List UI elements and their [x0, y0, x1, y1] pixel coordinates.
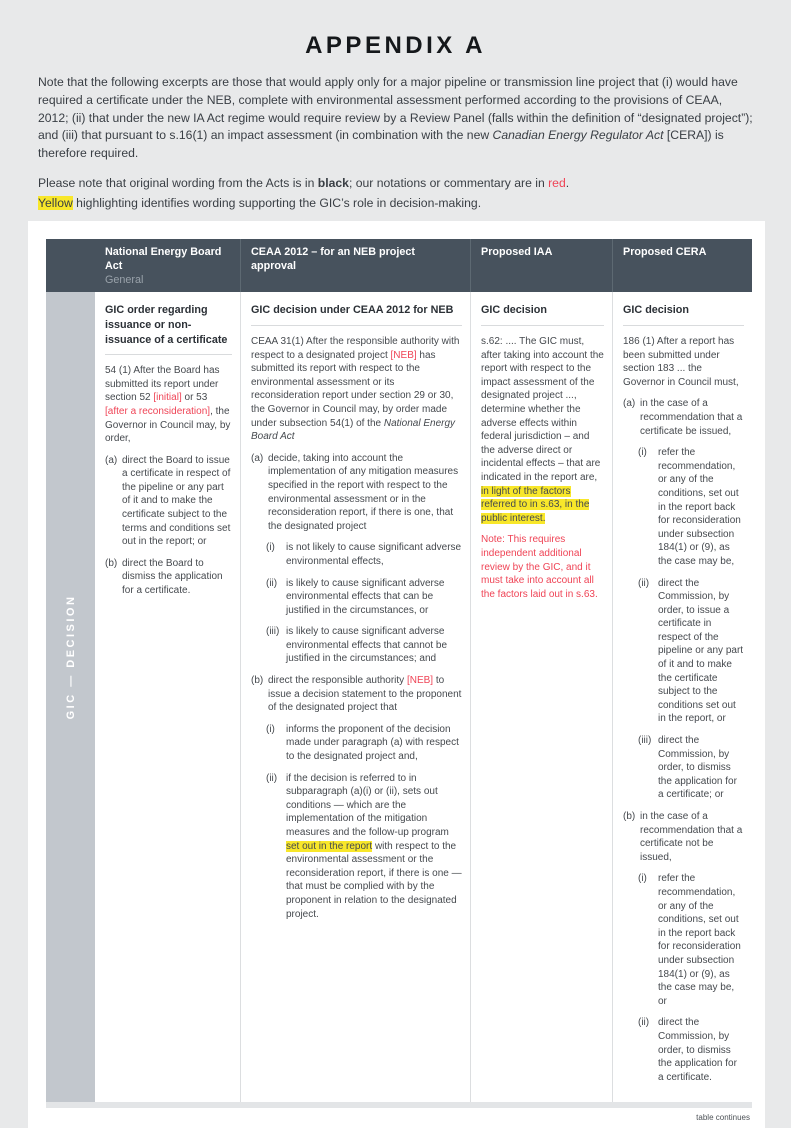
heading-rule — [105, 354, 232, 355]
list-item-label: (b) — [251, 675, 264, 687]
cell-cera — [612, 292, 752, 1102]
text-run: direct the Commission, by order, to dismiss the application for a certificate; or — [658, 735, 737, 801]
list-item-text — [658, 446, 744, 568]
text-run: 186 (1) After a report has been submitted under section 183 ... the Governor in Council must, — [623, 336, 739, 388]
column-title: National Energy Board Act — [105, 245, 222, 272]
list-item-text — [658, 577, 744, 727]
commentary-text: red — [548, 176, 566, 191]
text-run: Please note that original wording from the Acts is in — [38, 176, 318, 191]
list-item — [638, 872, 744, 1008]
commentary-text: [after a reconsideration] — [105, 405, 211, 417]
list-item-label: (b) — [105, 557, 118, 569]
commentary-text: [NEB] — [406, 675, 434, 687]
text-run: in the case of a recommendation that a certificate not be issued, — [640, 811, 743, 863]
cell-paragraph — [105, 364, 232, 446]
text-run: direct the Commission, by order, to dismiss the application for a certificate. — [658, 1017, 737, 1083]
cell-heading: GIC decision — [623, 304, 689, 317]
column-title: Proposed IAA — [481, 245, 553, 258]
list-item-text — [122, 454, 232, 549]
heading-rule — [251, 325, 462, 326]
list-item — [638, 577, 744, 727]
table-header-ceaa — [240, 239, 470, 293]
table-header-iaa — [470, 239, 612, 293]
list-item-label: (iii) — [266, 626, 280, 638]
list-item — [251, 452, 462, 534]
cell-heading: GIC order regarding issuance or non-issuance of a certificate — [105, 304, 228, 346]
list-item-label: (a) — [251, 452, 264, 464]
list-item — [266, 723, 462, 764]
cell-paragraph — [251, 335, 462, 444]
text-run: 54 (1) After the Board has submitted its report under section 52 — [105, 365, 220, 404]
text-run: direct the Commission, by order, to issue a certificate in respect of the pipeline or any part of it and to make the certificate subject to the conditions set out in the report, or — [658, 577, 744, 725]
column-title: CEAA 2012 – for an NEB project approval — [251, 245, 415, 272]
text-run: direct the Board to dismiss the application for a certificate. — [122, 557, 223, 597]
text-run: [CERA]) is therefore required. — [38, 128, 724, 161]
list-item-text — [640, 810, 744, 864]
list-item-text — [658, 734, 744, 802]
list-item-label: (i) — [266, 542, 275, 554]
highlighted-text: Yellow — [38, 195, 73, 210]
row-label: GIC — DECISION — [64, 594, 77, 720]
text-run: direct the Board to issue a certificate in respect of the pipeline or any part of it and to make the certificate subject to the terms and conditions set out in the report; or — [122, 454, 231, 548]
text-run: or 53 — [181, 392, 208, 404]
cell-body — [251, 335, 462, 921]
text-run: Note: This requires independent additional review by the GIC, and it must take into account all the factors laid out in s.63. — [481, 534, 598, 600]
heading-rule — [481, 325, 604, 326]
document-page — [0, 32, 791, 1123]
text-run: Canadian Energy Regulator Act — [492, 128, 664, 143]
table-bottom-bar — [46, 1102, 752, 1108]
list-item — [251, 674, 462, 715]
text-run: decide, taking into account the implementation of any mitigation measures specified in the report with respect to the environmental assessment or in the reconsideration report, if there is one, that the designated project — [268, 452, 459, 532]
cell-paragraph — [481, 335, 604, 525]
list-item — [266, 541, 462, 568]
list-item-text — [268, 674, 462, 715]
text-run: s.62: .... The GIC must, after taking into account the report with respect to the impact assessment of the designated project ..., determine whether the adverse effects within federal jurisdiction – and the adverse direct or incidental effects – that are indicated in the report are, — [481, 336, 604, 483]
highlighted-text: set out in the report — [286, 840, 373, 852]
table-panel — [28, 221, 765, 1128]
list-item-label: (a) — [623, 398, 636, 410]
note-paragraph-line1 — [38, 175, 755, 193]
text-run: refer the recommendation, or any of the conditions, set out in the report back for reconsideration under subsection 184(1) or (9), as the case may be, — [658, 447, 741, 567]
table-continues-label: table continues — [696, 1113, 750, 1123]
list-item-text — [640, 397, 744, 438]
cell-body — [105, 364, 232, 598]
list-item-text — [658, 872, 744, 1008]
list-item-label: (ii) — [266, 772, 278, 784]
text-run: if the decision is referred to in subparagraph (a)(i) or (ii), sets out conditions — which are the implementation of the mitigation measures and the follow-up program — [286, 772, 449, 838]
table-header-spacer — [46, 239, 95, 293]
text-run: is likely to cause significant adverse environmental effects that cannot be justified in the circumstances; and — [286, 626, 448, 665]
intro-section — [38, 74, 755, 213]
text-run: Note that the following excerpts are those that would apply only for a major pipeline or transmission line project that (i) would have required a certificate under the NEB, complete with environmental assessment performed according to the provisions of CEAA, 2012; (ii) that under the new IA Act regime would require review by a Review Panel (falls within the definition of “designated project”); and (iii) that pursuant to s.16(1) an impact assessment (in combination with the new — [38, 75, 753, 143]
list-item-label: (i) — [638, 873, 647, 885]
note-paragraph-line2 — [38, 195, 755, 213]
list-item — [105, 454, 232, 549]
cell-body — [481, 335, 604, 601]
highlighted-text: in light of the factors referred to in s.63, in the public interest. — [481, 485, 590, 524]
column-subtitle: General — [105, 274, 144, 287]
list-item-text — [286, 723, 462, 764]
list-item — [266, 625, 462, 666]
cell-heading: GIC decision under CEAA 2012 for NEB — [251, 304, 454, 317]
commentary-text: [NEB] — [390, 349, 417, 361]
list-item-label: (b) — [623, 811, 636, 822]
column-title: Proposed CERA — [623, 245, 707, 258]
list-item — [266, 772, 462, 922]
text-run: has submitted its report with respect to the environmental assessment or its reconsideration report under section 29 or 30, the Governor in Council may, by order made under subsection 54(1) of the — [251, 349, 454, 429]
commentary-note — [481, 533, 604, 601]
list-item-label: (ii) — [638, 1017, 650, 1029]
list-item — [638, 1016, 744, 1084]
list-item-text — [286, 577, 462, 618]
list-item-text — [658, 1016, 744, 1084]
cell-heading: GIC decision — [481, 304, 547, 317]
list-item-text — [286, 772, 462, 922]
commentary-text: [initial] — [153, 392, 182, 404]
text-run: National Energy Board Act — [251, 417, 456, 443]
list-item-text — [122, 557, 232, 598]
list-item — [638, 446, 744, 568]
row-label-sidebar — [46, 292, 95, 1102]
list-item-text — [286, 541, 462, 568]
list-item — [266, 577, 462, 618]
cell-paragraph — [623, 335, 744, 389]
cell-body — [623, 335, 744, 1084]
table-header-cera — [612, 239, 752, 293]
page-title: APPENDIX A — [305, 32, 486, 59]
text-run: to issue a decision statement to the proponent of the designated project that — [268, 675, 462, 714]
list-item — [105, 557, 232, 598]
list-item-text — [286, 625, 462, 666]
list-item-label: (ii) — [638, 577, 650, 589]
heading-rule — [623, 325, 744, 326]
list-item-label: (a) — [105, 454, 118, 466]
list-item-label: (i) — [638, 447, 647, 459]
text-run: highlighting identifies wording supporting the GIC’s role in decision-making. — [72, 195, 482, 210]
text-run: with respect to the environmental assessment or the reconsideration report, if there is one — that must be complied with by the proponent in relation to the designated project. — [286, 840, 462, 920]
list-item-label: (iii) — [638, 735, 652, 747]
text-run: refer the recommendation, or any of the conditions, set out in the report back for reconsideration under subsection 184(1) or (9), as the case may be, or — [658, 873, 741, 1007]
table-body-row — [46, 292, 752, 1102]
list-item-label: (i) — [266, 723, 275, 735]
list-item-text — [268, 452, 462, 534]
text-run: . — [565, 176, 570, 191]
text-run: ; our notations or commentary are in — [348, 176, 549, 191]
list-item-label: (ii) — [266, 577, 278, 589]
text-run: CEAA 31(1) After the responsible authority with respect to a designated project — [251, 336, 460, 361]
list-item — [623, 810, 744, 864]
list-item — [623, 397, 744, 438]
text-run: in the case of a recommendation that a certificate be issued, — [640, 398, 743, 437]
table-header-row — [46, 239, 752, 293]
text-run: direct the responsible authority — [268, 675, 407, 687]
text-run: , the Governor in Council may, by order, — [105, 405, 231, 445]
text-run: is not likely to cause significant adverse environmental effects, — [286, 542, 462, 567]
table-header-neb — [95, 239, 240, 293]
text-run: black — [317, 176, 349, 191]
text-run: informs the proponent of the decision made under paragraph (a) with respect to the designated project and, — [286, 723, 459, 763]
cell-ceaa — [240, 292, 470, 1102]
cell-neb — [95, 292, 240, 1102]
cell-iaa — [470, 292, 612, 1102]
intro-paragraph — [38, 74, 755, 163]
list-item — [638, 734, 744, 802]
text-run: is likely to cause significant adverse environmental effects that can be justified in the circumstances, or — [286, 577, 445, 616]
